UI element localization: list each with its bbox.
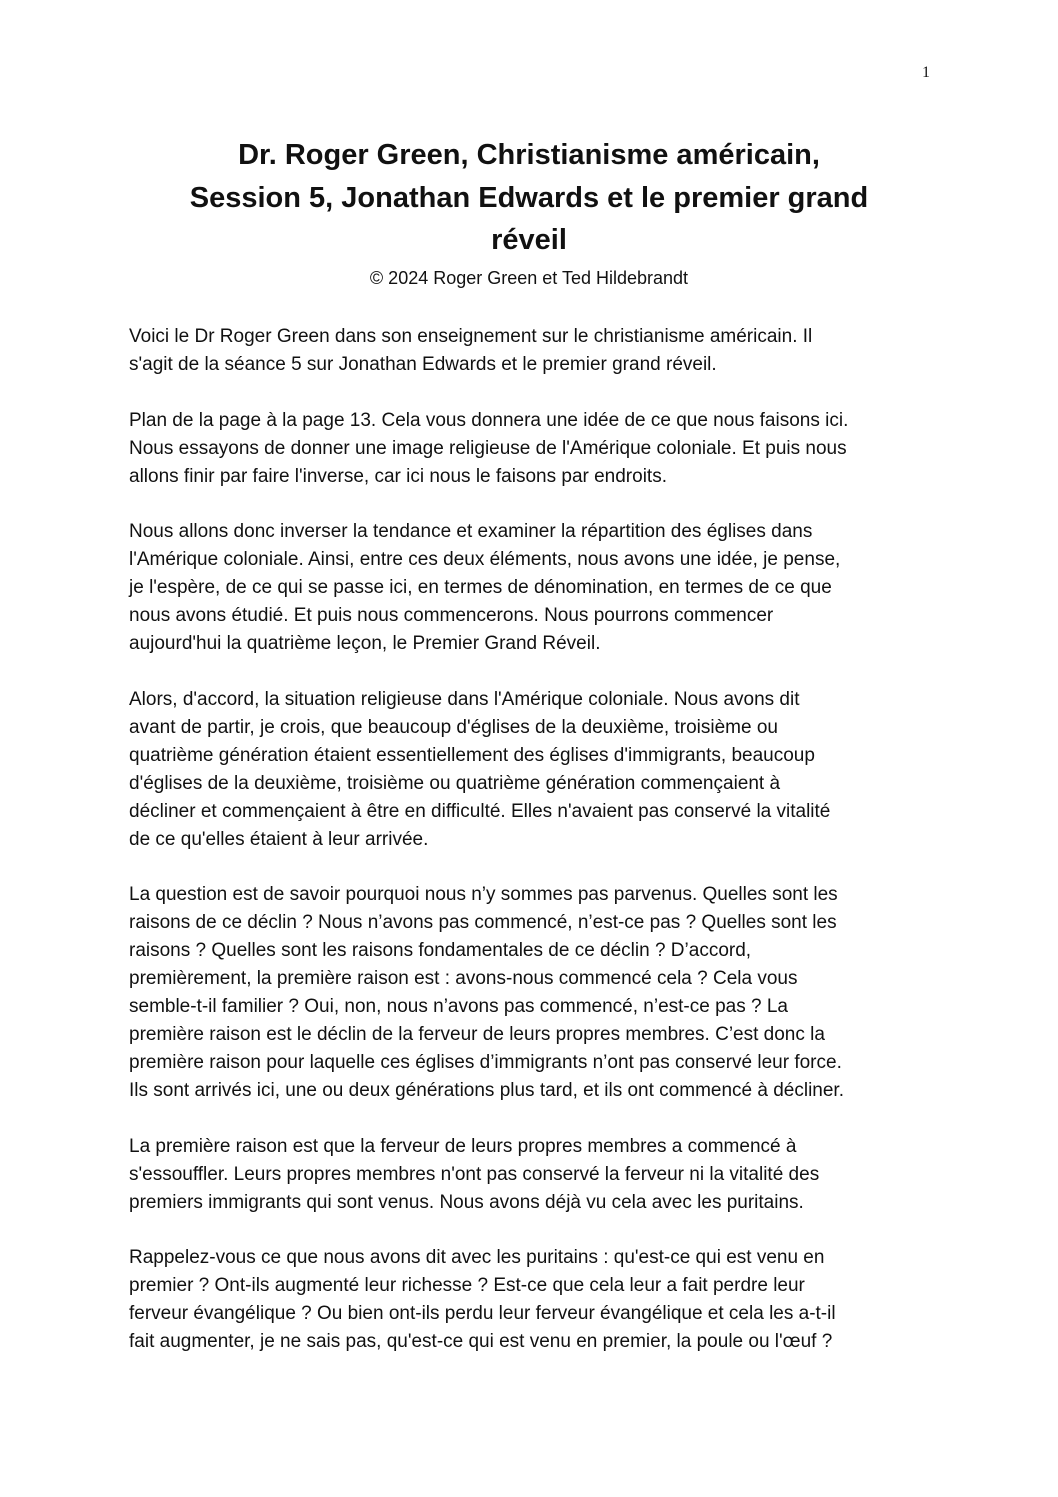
text-line: La première raison est que la ferveur de leurs propres membres a commencé à — [129, 1135, 797, 1157]
paragraph — [129, 518, 848, 658]
text-line: avant de partir, je crois, que beaucoup d'églises de la deuxième, troisième ou — [129, 716, 778, 738]
text-line: je l'espère, de ce qui se passe ici, en termes de dénomination, en termes de ce que — [129, 577, 832, 598]
document-body — [129, 323, 848, 1384]
paragraph — [129, 407, 848, 491]
text-line: raisons de ce déclin ? Nous n’avons pas commencé, n’est-ce pas ? Quelles sont les — [129, 912, 837, 933]
text-line: décliner et commençaient à être en difficulté. Elles n'avaient pas conservé la vitalité — [129, 800, 831, 822]
title-line: Session 5, Jonathan Edwards et le premier grand — [189, 181, 869, 214]
text-line: Ils sont arrivés ici, une ou deux générations plus tard, et ils ont commencé à décliner. — [129, 1080, 844, 1101]
page-number: 1 — [922, 64, 930, 81]
text-line: semble-t-il familier ? Oui, non, nous n’avons pas commencé, n’est-ce pas ? La — [129, 996, 788, 1017]
text-line: Voici le Dr Roger Green dans son enseignement sur le christianisme américain. Il — [129, 326, 813, 347]
text-line: quatrième génération étaient essentiellement des églises d'immigrants, beaucoup — [129, 744, 815, 766]
text-line: Alors, d'accord, la situation religieuse dans l'Amérique coloniale. Nous avons dit — [129, 688, 800, 710]
paragraph — [129, 881, 848, 1105]
copyright: © 2024 Roger Green et Ted Hildebrandt — [369, 268, 689, 288]
text-line: ferveur évangélique ? Ou bien ont-ils perdu leur ferveur évangélique et cela les a-t-il — [129, 1303, 836, 1324]
paragraph — [129, 1244, 848, 1356]
text-line: Nous essayons de donner une image religieuse de l'Amérique coloniale. Et puis nous — [129, 437, 847, 459]
text-line: l'Amérique coloniale. Ainsi, entre ces deux éléments, nous avons une idée, je pense, — [129, 549, 841, 570]
text-line: Rappelez-vous ce que nous avons dit avec les puritains : qu'est-ce qui est venu en — [129, 1247, 825, 1268]
text-line: Plan de la page à la page 13. Cela vous donnera une idée de ce que nous faisons ici. — [129, 409, 849, 431]
text-line: d'églises de la deuxième, troisième ou quatrième génération commençaient à — [129, 772, 781, 794]
text-line: allons finir par faire l'inverse, car ici nous le faisons par endroits. — [129, 465, 667, 487]
text-line: aujourd'hui la quatrième leçon, le Premier Grand Réveil. — [129, 633, 601, 654]
text-line: La question est de savoir pourquoi nous n’y sommes pas parvenus. Quelles sont les — [129, 884, 838, 905]
paragraph — [129, 1133, 848, 1217]
text-line: Nous allons donc inverser la tendance et examiner la répartition des églises dans — [129, 521, 813, 542]
title-line: réveil — [491, 224, 567, 256]
paragraph — [129, 686, 848, 854]
text-line: de ce qu'elles étaient à leur arrivée. — [129, 828, 429, 850]
paragraph — [129, 323, 848, 379]
text-line: premièrement, la première raison est : avons-nous commencé cela ? Cela vous — [129, 968, 798, 989]
document-title — [0, 134, 1058, 262]
text-line: premier ? Ont-ils augmenté leur richesse ? Est-ce que cela leur a fait perdre leur — [129, 1275, 805, 1296]
text-line: s'essouffler. Leurs propres membres n'ont pas conservé la ferveur ni la vitalité des — [129, 1163, 820, 1185]
text-line: fait augmenter, je ne sais pas, qu'est-ce qui est venu en premier, la poule ou l'œuf ? — [129, 1331, 833, 1352]
title-line: Dr. Roger Green, Christianisme américain, — [238, 139, 820, 171]
text-line: s'agit de la séance 5 sur Jonathan Edwards et le premier grand réveil. — [129, 354, 717, 375]
text-line: raisons ? Quelles sont les raisons fondamentales de ce déclin ? D’accord, — [129, 940, 752, 961]
text-line: nous avons étudié. Et puis nous commencerons. Nous pourrons commencer — [129, 605, 774, 626]
text-line: première raison est le déclin de la ferveur de leurs propres membres. C’est donc la — [129, 1024, 825, 1045]
text-line: première raison pour laquelle ces églises d’immigrants n’ont pas conservé leur force. — [129, 1052, 842, 1073]
text-line: premiers immigrants qui sont venus. Nous avons déjà vu cela avec les puritains. — [129, 1191, 804, 1213]
